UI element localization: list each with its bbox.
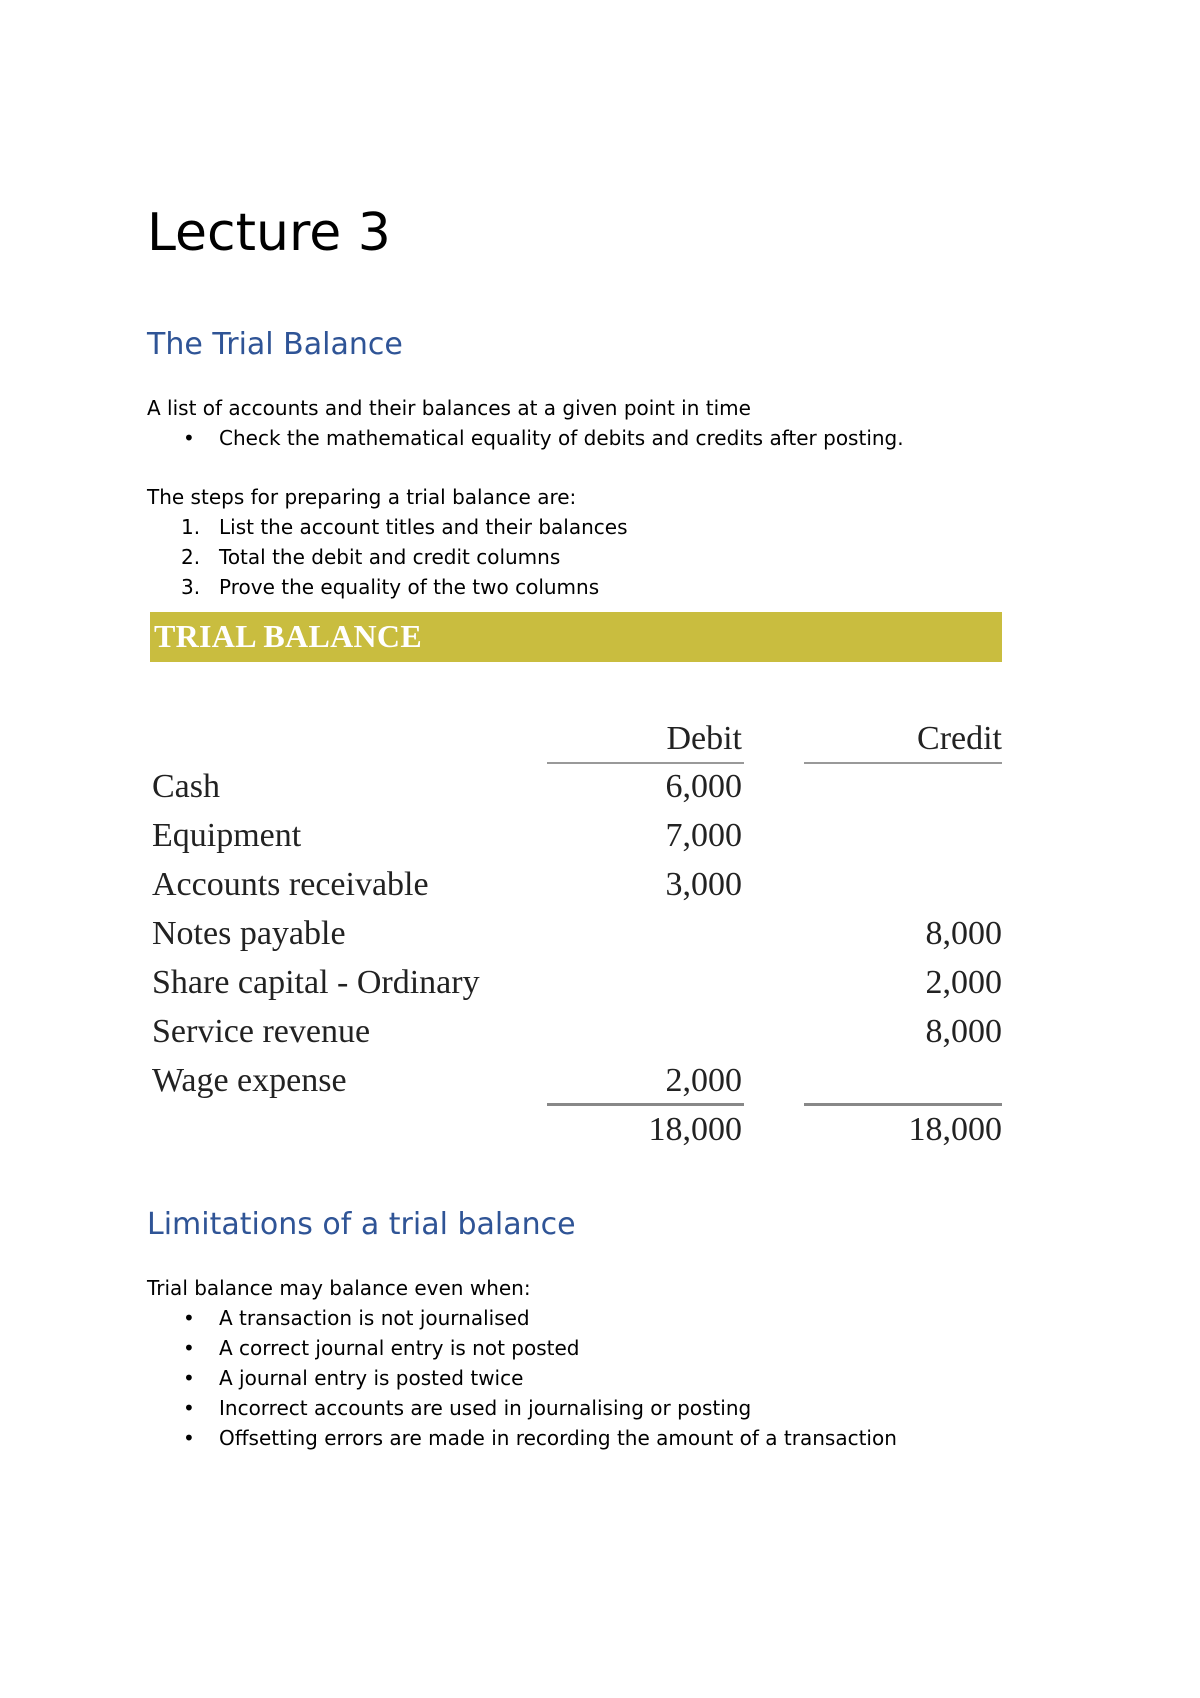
table-row — [150, 768, 1002, 817]
steps-list — [147, 512, 628, 602]
trial-balance-table — [150, 700, 1002, 1170]
debit-column-header: Debit — [666, 720, 742, 757]
account-name: Wage expense — [152, 1062, 347, 1099]
table-row — [150, 1013, 1002, 1062]
step-text: List the account titles and their balances — [219, 515, 628, 539]
bullet-icon: • — [183, 426, 195, 450]
credit-column-header: Credit — [917, 720, 1002, 757]
debit-header-rule — [547, 762, 744, 764]
debit-value: 7,000 — [665, 817, 742, 854]
account-name: Equipment — [152, 817, 302, 854]
page-title: Lecture 3 — [147, 203, 391, 263]
debit-total-rule — [547, 1103, 744, 1106]
list-item — [147, 542, 628, 572]
debit-value: 2,000 — [665, 1062, 742, 1099]
credit-header-rule — [804, 762, 1002, 764]
bullet-text: Check the mathematical equality of debits and credits after posting. — [219, 426, 904, 450]
bullet-icon: • — [183, 1366, 195, 1390]
step-text: Total the debit and credit columns — [219, 545, 561, 569]
list-item — [147, 1333, 897, 1363]
bullet-text: Incorrect accounts are used in journalising or posting — [219, 1396, 752, 1420]
credit-value: 8,000 — [925, 1013, 1002, 1050]
credit-value: 8,000 — [925, 915, 1002, 952]
step-number: 3. — [181, 575, 201, 599]
table-row — [150, 915, 1002, 964]
list-item — [147, 1423, 897, 1453]
bullet-text: Offsetting errors are made in recording the amount of a transaction — [219, 1426, 897, 1450]
limitations-intro: Trial balance may balance even when: — [147, 1276, 531, 1300]
trial-balance-banner-text: TRIAL BALANCE — [154, 618, 422, 654]
bullet-icon: • — [183, 1426, 195, 1450]
definition-bullets — [147, 423, 904, 453]
step-number: 2. — [181, 545, 201, 569]
account-name: Share capital - Ordinary — [152, 964, 480, 1001]
bullet-text: A transaction is not journalised — [219, 1306, 530, 1330]
step-text: Prove the equality of the two columns — [219, 575, 600, 599]
bullet-text: A journal entry is posted twice — [219, 1366, 524, 1390]
table-row — [150, 817, 1002, 866]
list-item — [147, 423, 904, 453]
list-item — [147, 512, 628, 542]
table-row — [150, 964, 1002, 1013]
table-row — [150, 866, 1002, 915]
section-heading-trial-balance: The Trial Balance — [147, 327, 403, 362]
account-name: Service revenue — [152, 1013, 371, 1050]
definition-text: A list of accounts and their balances at a given point in time — [147, 396, 751, 420]
debit-total: 18,000 — [648, 1111, 742, 1148]
credit-total-rule — [804, 1103, 1002, 1106]
step-number: 1. — [181, 515, 201, 539]
section-heading-limitations: Limitations of a trial balance — [147, 1207, 576, 1242]
bullet-text: A correct journal entry is not posted — [219, 1336, 580, 1360]
list-item — [147, 1303, 897, 1333]
debit-value: 6,000 — [665, 768, 742, 805]
account-name: Notes payable — [152, 915, 346, 952]
list-item — [147, 572, 628, 602]
totals-row — [150, 1111, 1002, 1160]
account-name: Cash — [152, 768, 220, 805]
limitations-list — [147, 1303, 897, 1453]
steps-intro: The steps for preparing a trial balance are: — [147, 485, 577, 509]
bullet-icon: • — [183, 1336, 195, 1360]
credit-total: 18,000 — [908, 1111, 1002, 1148]
debit-value: 3,000 — [665, 866, 742, 903]
credit-value: 2,000 — [925, 964, 1002, 1001]
list-item — [147, 1363, 897, 1393]
bullet-icon: • — [183, 1396, 195, 1420]
account-name: Accounts receivable — [152, 866, 429, 903]
bullet-icon: • — [183, 1306, 195, 1330]
trial-balance-banner — [150, 612, 1002, 662]
list-item — [147, 1393, 897, 1423]
